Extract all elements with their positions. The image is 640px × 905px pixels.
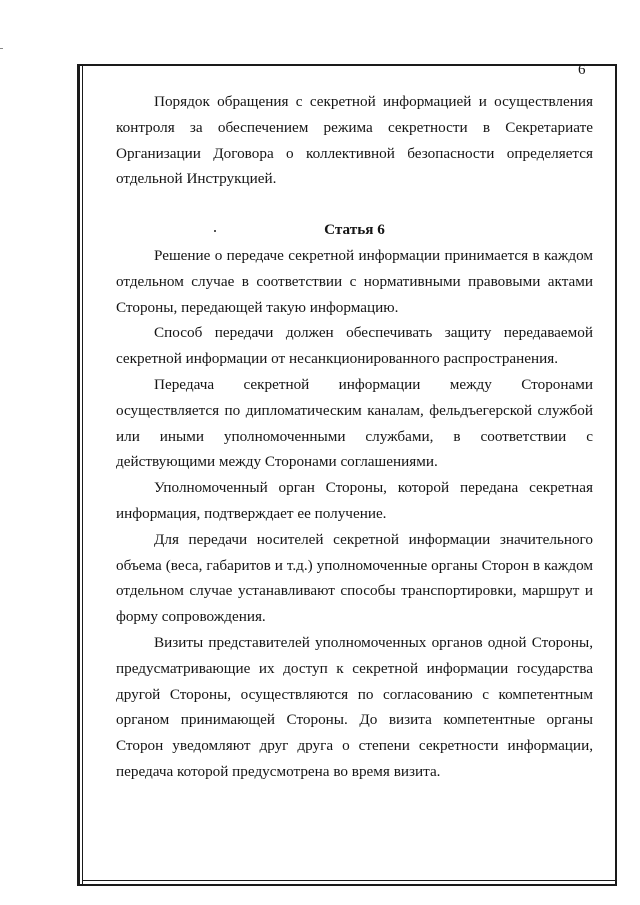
- paragraph-receipt-confirmation: Уполномоченный орган Стороны, которой передана секретная информация, подтверждает ее получение.: [116, 479, 593, 522]
- page-border-inner-left: [82, 66, 83, 884]
- document-body: [116, 89, 593, 785]
- scan-edge-mark: [0, 48, 3, 49]
- page-border-inner-bottom: [82, 880, 615, 881]
- paragraph-transfer-method: Способ передачи должен обеспечивать защиту передаваемой секретной информации от несанкционированного распространения.: [116, 324, 593, 368]
- paragraph-visits: Визиты представителей уполномоченных органов одной Стороны, предусматривающие их доступ к секретной информации государства другой Стороны, осуществляются по согласованию с компетентным органом принимающей Стороны. До визита компетентные органы Сторон уведомляют друг друга о степени секретности информации, передача которой предусмотрена во время визита.: [116, 633, 593, 780]
- paragraph-transfer-channels: Передача секретной информации между Сторонами осуществляется по дипломатическим каналам, фельдъегерской службой или иными уполномоченными службами, в соответствии с действующими между Сторонами соглашениями.: [116, 375, 593, 471]
- page-number: 6: [578, 62, 586, 78]
- paragraph-transfer-decision: Решение о передаче секретной информации принимается в каждом отдельном случае в соответствии с нормативными правовыми актами Стороны, передающей такую информацию.: [116, 246, 593, 316]
- article-heading: Статья 6: [324, 221, 385, 239]
- paragraph-large-media-transport: Для передачи носителей секретной информации значительного объема (веса, габаритов и т.д.) уполномоченные органы Сторон в каждом отдельном случае устанавливают способы транспортировки, маршрут и форму сопровождения.: [116, 530, 593, 626]
- paragraph-secret-info-procedure: Порядок обращения с секретной информацией и осуществления контроля за обеспечением режима секретности в Секретариате Организации Договора о коллективной безопасности определяется отдельной Инструкцией.: [116, 93, 593, 188]
